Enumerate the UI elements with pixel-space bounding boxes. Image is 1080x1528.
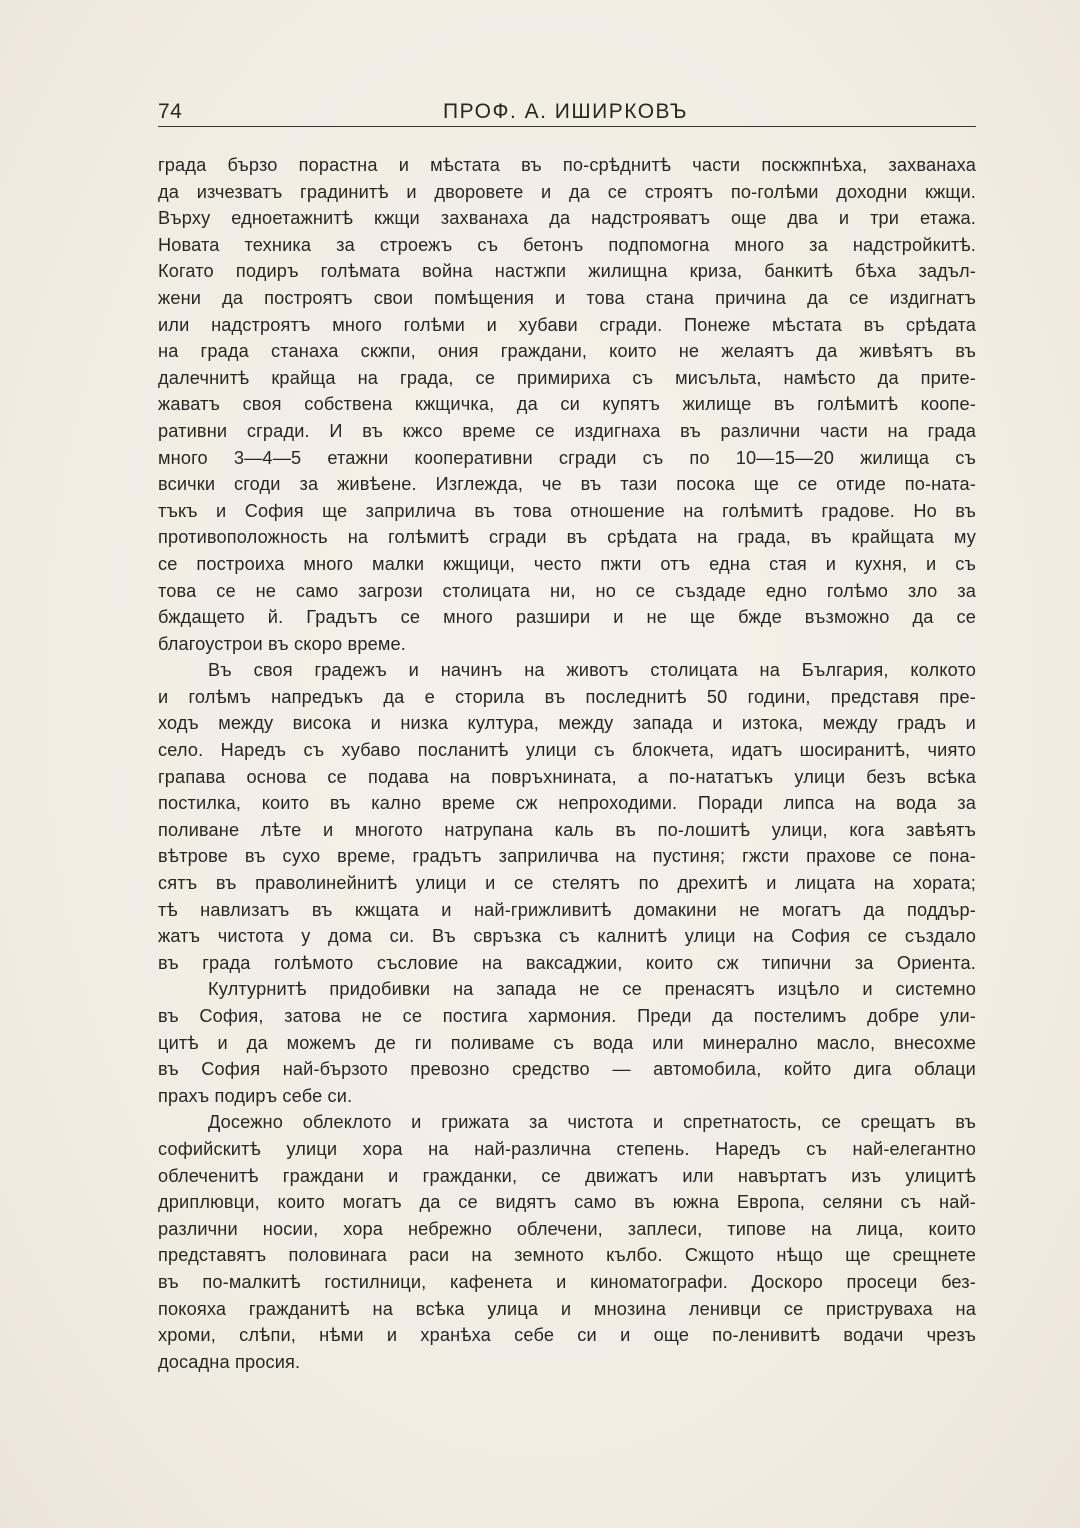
page-header <box>158 96 976 127</box>
text-line: сятъ въ праволинейнитѣ улици и се стелятъ по дрехитѣ и лицата на хората; <box>158 873 976 894</box>
text-line: да изчезватъ градинитѣ и дворовете и да се строятъ по-голѣми доходни кжщи. <box>158 181 976 202</box>
text-line: покояха гражданитѣ на всѣка улица и мнозина ленивци се приструваха на <box>158 1298 976 1319</box>
text-line: ративни сгради. И въ кжсо време се издигнаха въ различни части на града <box>158 420 976 441</box>
text-line: село. Наредъ съ хубаво посланитѣ улици съ блокчета, идатъ шосиранитѣ, чиято <box>158 740 976 761</box>
text-line: противоположность на голѣмитѣ сгради въ срѣдата на града, въ крайщата му <box>158 527 976 548</box>
text-line: жени да построятъ свои помѣщения и това стана причина да се издигнатъ <box>158 287 976 308</box>
text-line: града бързо порастна и мѣстата въ по-срѣднитѣ части поскжпнѣха, захванаха <box>158 155 976 175</box>
text-line: далечнитѣ крайща на града, се примириха съ мисъльта, намѣсто да прите- <box>158 367 976 388</box>
text-line: досадна просия. <box>158 1351 301 1372</box>
text-line: въ града голѣмото съсловие на ваксаджии, които сж типични за Ориента. <box>158 952 976 973</box>
text-line: или надстроятъ много голѣми и хубави сгради. Понеже мѣстата въ срѣдата <box>158 314 976 335</box>
text-line: софийскитѣ улици хора на най-различна степень. Наредъ съ най-елегантно <box>158 1138 976 1159</box>
text-line: представятъ половинага раси на земното кълбо. Сжщото нѣщо ще срещнете <box>158 1245 976 1266</box>
running-head: ПРОФ. А. ИШИРКОВЪ <box>443 100 689 123</box>
text-line: облеченитѣ граждани и гражданки, се движатъ или навъртатъ изъ улицитѣ <box>158 1165 976 1186</box>
text-line: тъкъ и София ще заприлича въ това отношение на голѣмитѣ градове. Но въ <box>158 500 976 521</box>
text-line: жатъ чистота у дома си. Въ свръзка съ калнитѣ улици на София се създало <box>158 926 976 947</box>
text-line: Новата техника за строежъ съ бетонъ подпомогна много за надстройкитѣ. <box>158 234 976 255</box>
text-line: много 3—4—5 етажни кооперативни сгради съ по 10—15—20 жилища съ <box>158 447 976 468</box>
text-line: цитѣ и да можемъ де ги поливаме съ вода или минерално масло, внесохме <box>158 1032 976 1053</box>
text-line: Върху едноетажнитѣ кжщи захванаха да надстрояватъ още два и три етажа. <box>158 208 976 229</box>
text-line: вѣтрове въ сухо време, градътъ заприличва на пустиня; гжсти прахове се пона- <box>158 846 976 867</box>
body-text <box>158 152 976 1375</box>
text-line: различни носии, хора небрежно облечени, заплеси, типове на лица, които <box>158 1218 976 1239</box>
text-line: прахъ подиръ себе си. <box>158 1085 353 1106</box>
text-line: поливане лѣте и многото натрупана каль въ по-лошитѣ улици, кога завѣятъ <box>158 819 976 840</box>
text-line: хроми, слѣпи, нѣми и хранѣха себе си и още по-ленивитѣ водачи чрезъ <box>158 1325 976 1346</box>
text-line: ходъ между висока и низка култура, между запада и изтока, между градъ и <box>158 713 976 734</box>
text-line: бждащето й. Градътъ се много разшири и не ще бжде възможно да се <box>158 607 976 628</box>
text-line: дриплювци, които могатъ да се видятъ само въ южна Европа, селяни съ най- <box>158 1192 976 1213</box>
text-line: грапава основа се подава на повръхнината, а по-нататъкъ улици безъ всѣка <box>158 766 976 787</box>
text-line: тѣ навлизатъ въ кжщата и най-грижливитѣ домакини не могатъ да поддър- <box>158 899 976 920</box>
text-line: постилка, които въ кално време сж непроходими. Поради липса на вода за <box>158 793 976 814</box>
paragraph-start-line: Въ своя градежъ и начинъ на животъ столицата на България, колкото <box>208 660 976 681</box>
paragraph-start-line: Културнитѣ придобивки на запада не се пренасятъ изцѣло и системно <box>208 979 976 1000</box>
text-line: Когато подиръ голѣмата война настжпи жилищна криза, банкитѣ бѣха задъл- <box>158 261 976 282</box>
page-number: 74 <box>158 100 183 123</box>
text-line: всички сгоди за живѣене. Изглежда, че въ тази посока ще се отиде по-ната- <box>158 474 976 495</box>
text-line: въ София най-бързото превозно средство — автомобила, който дига облаци <box>158 1059 976 1080</box>
text-line: въ София, затова не се постига хармония. Преди да постелимъ добре ули- <box>158 1006 976 1026</box>
text-line: жаватъ своя собствена кжщичка, да си купятъ жилище въ голѣмитѣ коопе- <box>158 394 976 415</box>
text-line: и голѣмъ напредъкъ да е сторила въ последнитѣ 50 години, представя пре- <box>158 686 976 707</box>
text-line: се построиха много малки кжщици, често пжти отъ една стая и кухня, и съ <box>158 553 976 574</box>
text-line: въ по-малкитѣ гостилници, кафенета и киноматографи. Доскоро просеци без- <box>158 1271 976 1292</box>
text-line: това се не само загрози столицата ни, но се създаде едно голѣмо зло за <box>158 580 976 601</box>
text-line: благоустрои въ скоро време. <box>158 633 406 654</box>
paragraph-start-line: Досежно облеклото и грижата за чистота и спретнатость, се срещатъ въ <box>208 1112 976 1133</box>
text-line: на града станаха скжпи, ония граждани, които не желаятъ да живѣятъ въ <box>158 341 976 362</box>
